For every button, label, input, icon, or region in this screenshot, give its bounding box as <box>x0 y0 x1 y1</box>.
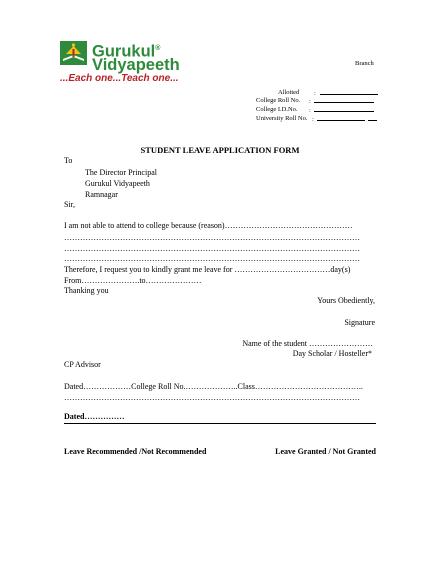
form-title: STUDENT LEAVE APPLICATION FORM <box>140 145 300 155</box>
leave-recommended-label: Leave Recommended /Not Recommended <box>64 447 207 456</box>
university-roll-no-label: University Roll No. <box>256 115 308 122</box>
leave-granted-label: Leave Granted / Not Granted <box>275 447 376 456</box>
to-label: To <box>64 156 73 165</box>
reason-line[interactable]: I am not able to attend to college because (reason)………………………………………… <box>64 221 353 230</box>
dots-line-4[interactable]: ………………………………………………………………………………………………… <box>64 393 360 402</box>
divider-line <box>64 423 376 424</box>
yours-obediently: Yours Obediently, <box>317 296 375 305</box>
reason-dots-line-2[interactable]: ………………………………………………………………………………………………… <box>64 244 360 253</box>
from-to-line[interactable]: From………………….to………………… <box>64 276 202 285</box>
dated-roll-class-line[interactable]: Dated………………College Roll No.………………..Class………………………………….. <box>64 382 363 391</box>
university-roll-no-field[interactable]: : <box>312 115 377 123</box>
scholar-type-line[interactable]: Day Scholar / Hosteller* <box>292 349 372 358</box>
allotted-field[interactable]: : <box>314 89 378 97</box>
reason-dots-line-1[interactable]: ………………………………………………………………………………………………… <box>64 233 360 242</box>
logo-name-line1: Gurukul® <box>92 42 161 61</box>
addressee-line-3: Ramnagar <box>85 190 118 199</box>
logo-name-line2: Vidyapeeth <box>92 56 180 74</box>
student-name-line[interactable]: Name of the student …………………… <box>242 339 373 348</box>
college-id-no-field[interactable]: : <box>309 106 374 114</box>
college-emblem-icon <box>60 41 87 65</box>
reason-dots-line-3[interactable]: ………………………………………………………………………………………………… <box>64 254 360 263</box>
college-roll-no-field[interactable]: : <box>309 97 374 105</box>
cp-advisor-label: CP Advisor <box>64 360 101 369</box>
college-id-no-label: College I.D.No. <box>256 106 298 113</box>
addressee-line-2: Gurukul Vidyapeeth <box>85 179 150 188</box>
logo-tagline: ...Each one...Teach one... <box>60 73 179 84</box>
college-roll-no-label: College Roll No. <box>256 97 301 104</box>
allotted-label: Allotted <box>278 89 300 96</box>
dated-bottom[interactable]: Dated…………… <box>64 412 125 421</box>
branch-label: Branch <box>355 60 374 67</box>
signature-label: Signature <box>344 318 375 327</box>
addressee-line-1: The Director Principal <box>85 168 157 177</box>
thanking-line: Thanking you <box>64 286 109 295</box>
request-line[interactable]: Therefore, I request you to kindly grant me leave for ………………………………day(s) <box>64 265 351 274</box>
salutation: Sir, <box>64 200 76 209</box>
